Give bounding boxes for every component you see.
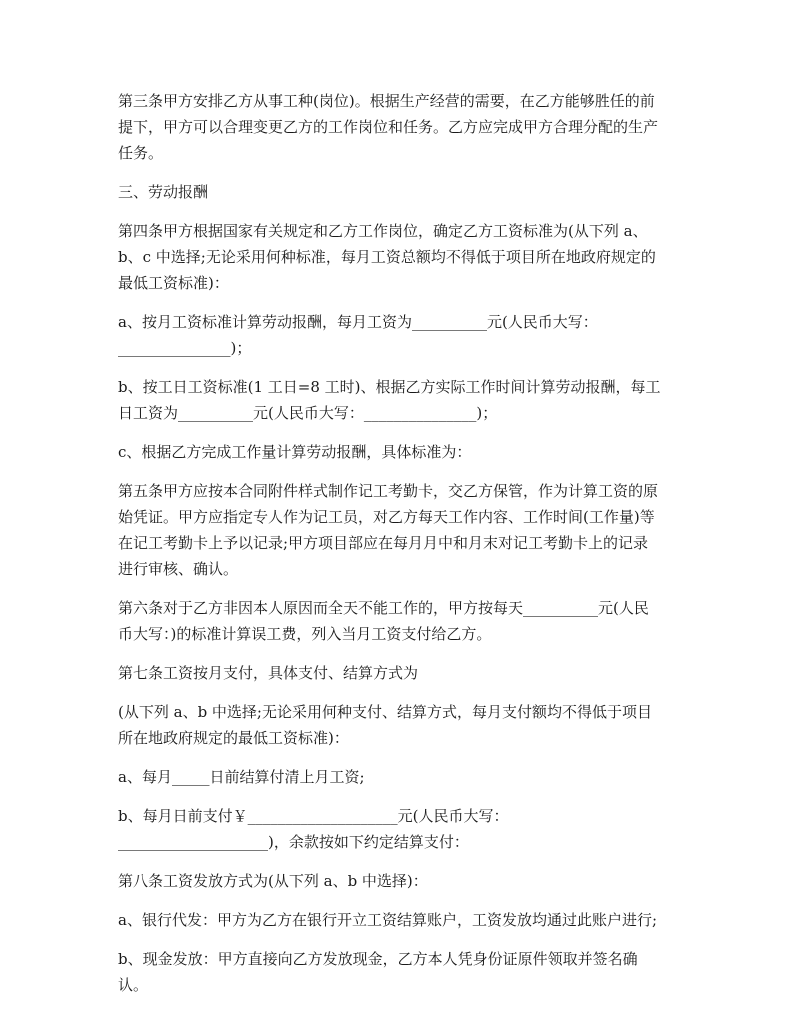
clause-3-line-1: 第三条甲方安排乙方从事工种(岗位)。根据生产经营的需要，在乙方能够胜任的前 (118, 92, 655, 110)
clause-4-line-3: 最低工资标准)： (118, 274, 229, 292)
option-a-line-1: a、按月工资标准计算劳动报酬，每月工资为__________元(人民币大写： (118, 313, 598, 331)
option-a-monthly-wage (118, 309, 684, 361)
option-b-line-1: b、按工日工资标准(1 工日=8 工时)、根据乙方实际工作时间计算劳动报酬，每工 (118, 378, 661, 396)
clause-5-line-3: 在记工考勤卡上予以记录;甲方项目部应在每月月中和月末对记工考勤卡上的记录 (118, 534, 649, 552)
clause-8-paragraph (118, 868, 684, 894)
disbursement-b-line-1: b、现金发放：甲方直接向乙方发放现金，乙方本人凭身份证原件领取并签名确 (118, 950, 638, 968)
disbursement-option-a-bank (118, 907, 684, 933)
clause-5-line-2: 始凭证。甲方应指定专人作为记工员，对乙方每天工作内容、工作时间(工作量)等 (118, 508, 655, 526)
selection-note-line-1: (从下列 a、b 中选择;无论采用何种支付、结算方式，每月支付额均不得低于项目 (118, 703, 652, 721)
clause-4-paragraph (118, 218, 684, 296)
clause-8-line-1: 第八条工资发放方式为(从下列 a、b 中选择)： (118, 872, 428, 890)
clause-7-selection-note (118, 699, 684, 751)
document-body (118, 88, 684, 1011)
option-b-daily-wage (118, 374, 684, 426)
clause-7-line-1: 第七条工资按月支付，具体支付、结算方式为 (118, 664, 419, 682)
payment-option-b-line-1: b、每月日前支付￥____________________元(人民币大写： (118, 807, 509, 825)
payment-option-a-line-1: a、每月_____日前结算付清上月工资; (118, 768, 365, 786)
clause-3-line-2: 提下，甲方可以合理变更乙方的工作岗位和任务。乙方应完成甲方合理分配的生产 (118, 118, 659, 136)
clause-4-line-2: b、c 中选择;无论采用何种标准，每月工资总额均不得低于项目所在地政府规定的 (118, 248, 656, 266)
clause-4-line-1: 第四条甲方根据国家有关规定和乙方工作岗位，确定乙方工资标准为(从下列 a、 (118, 222, 648, 240)
disbursement-a-line-1: a、银行代发：甲方为乙方在银行开立工资结算账户，工资发放均通过此账户进行; (118, 911, 658, 929)
payment-option-a (118, 764, 684, 790)
selection-note-line-2: 所在地政府规定的最低工资标准)： (118, 729, 349, 747)
option-a-line-2: _______________)； (118, 339, 252, 357)
disbursement-b-line-2: 认。 (118, 976, 149, 994)
section-heading-labor-pay (118, 179, 684, 205)
clause-5-line-4: 进行审核、确认。 (118, 560, 239, 578)
option-c-line-1: c、根据乙方完成工作量计算劳动报酬，具体标准为： (118, 443, 472, 461)
clause-6-line-1: 第六条对于乙方非因本人原因而全天不能工作的，甲方按每天__________元(人民 (118, 599, 649, 617)
section-heading-text: 三、劳动报酬 (118, 183, 209, 201)
clause-6-paragraph (118, 595, 684, 647)
clause-5-line-1: 第五条甲方应按本合同附件样式制作记工考勤卡，交乙方保管，作为计算工资的原 (118, 482, 659, 500)
clause-3-line-3: 任务。 (118, 144, 164, 162)
payment-option-b-line-2: ____________________)，余款按如下约定结算支付： (118, 833, 469, 851)
clause-3-paragraph (118, 88, 684, 166)
option-b-line-2: 日工资为__________元(人民币大写：_______________)； (118, 404, 498, 422)
clause-5-paragraph (118, 478, 684, 582)
option-c-workload-wage (118, 439, 684, 465)
clause-7-paragraph (118, 660, 684, 686)
payment-option-b (118, 803, 684, 855)
disbursement-option-b-cash (118, 946, 684, 998)
clause-6-line-2: 币大写：)的标准计算误工费，列入当月工资支付给乙方。 (118, 625, 492, 643)
